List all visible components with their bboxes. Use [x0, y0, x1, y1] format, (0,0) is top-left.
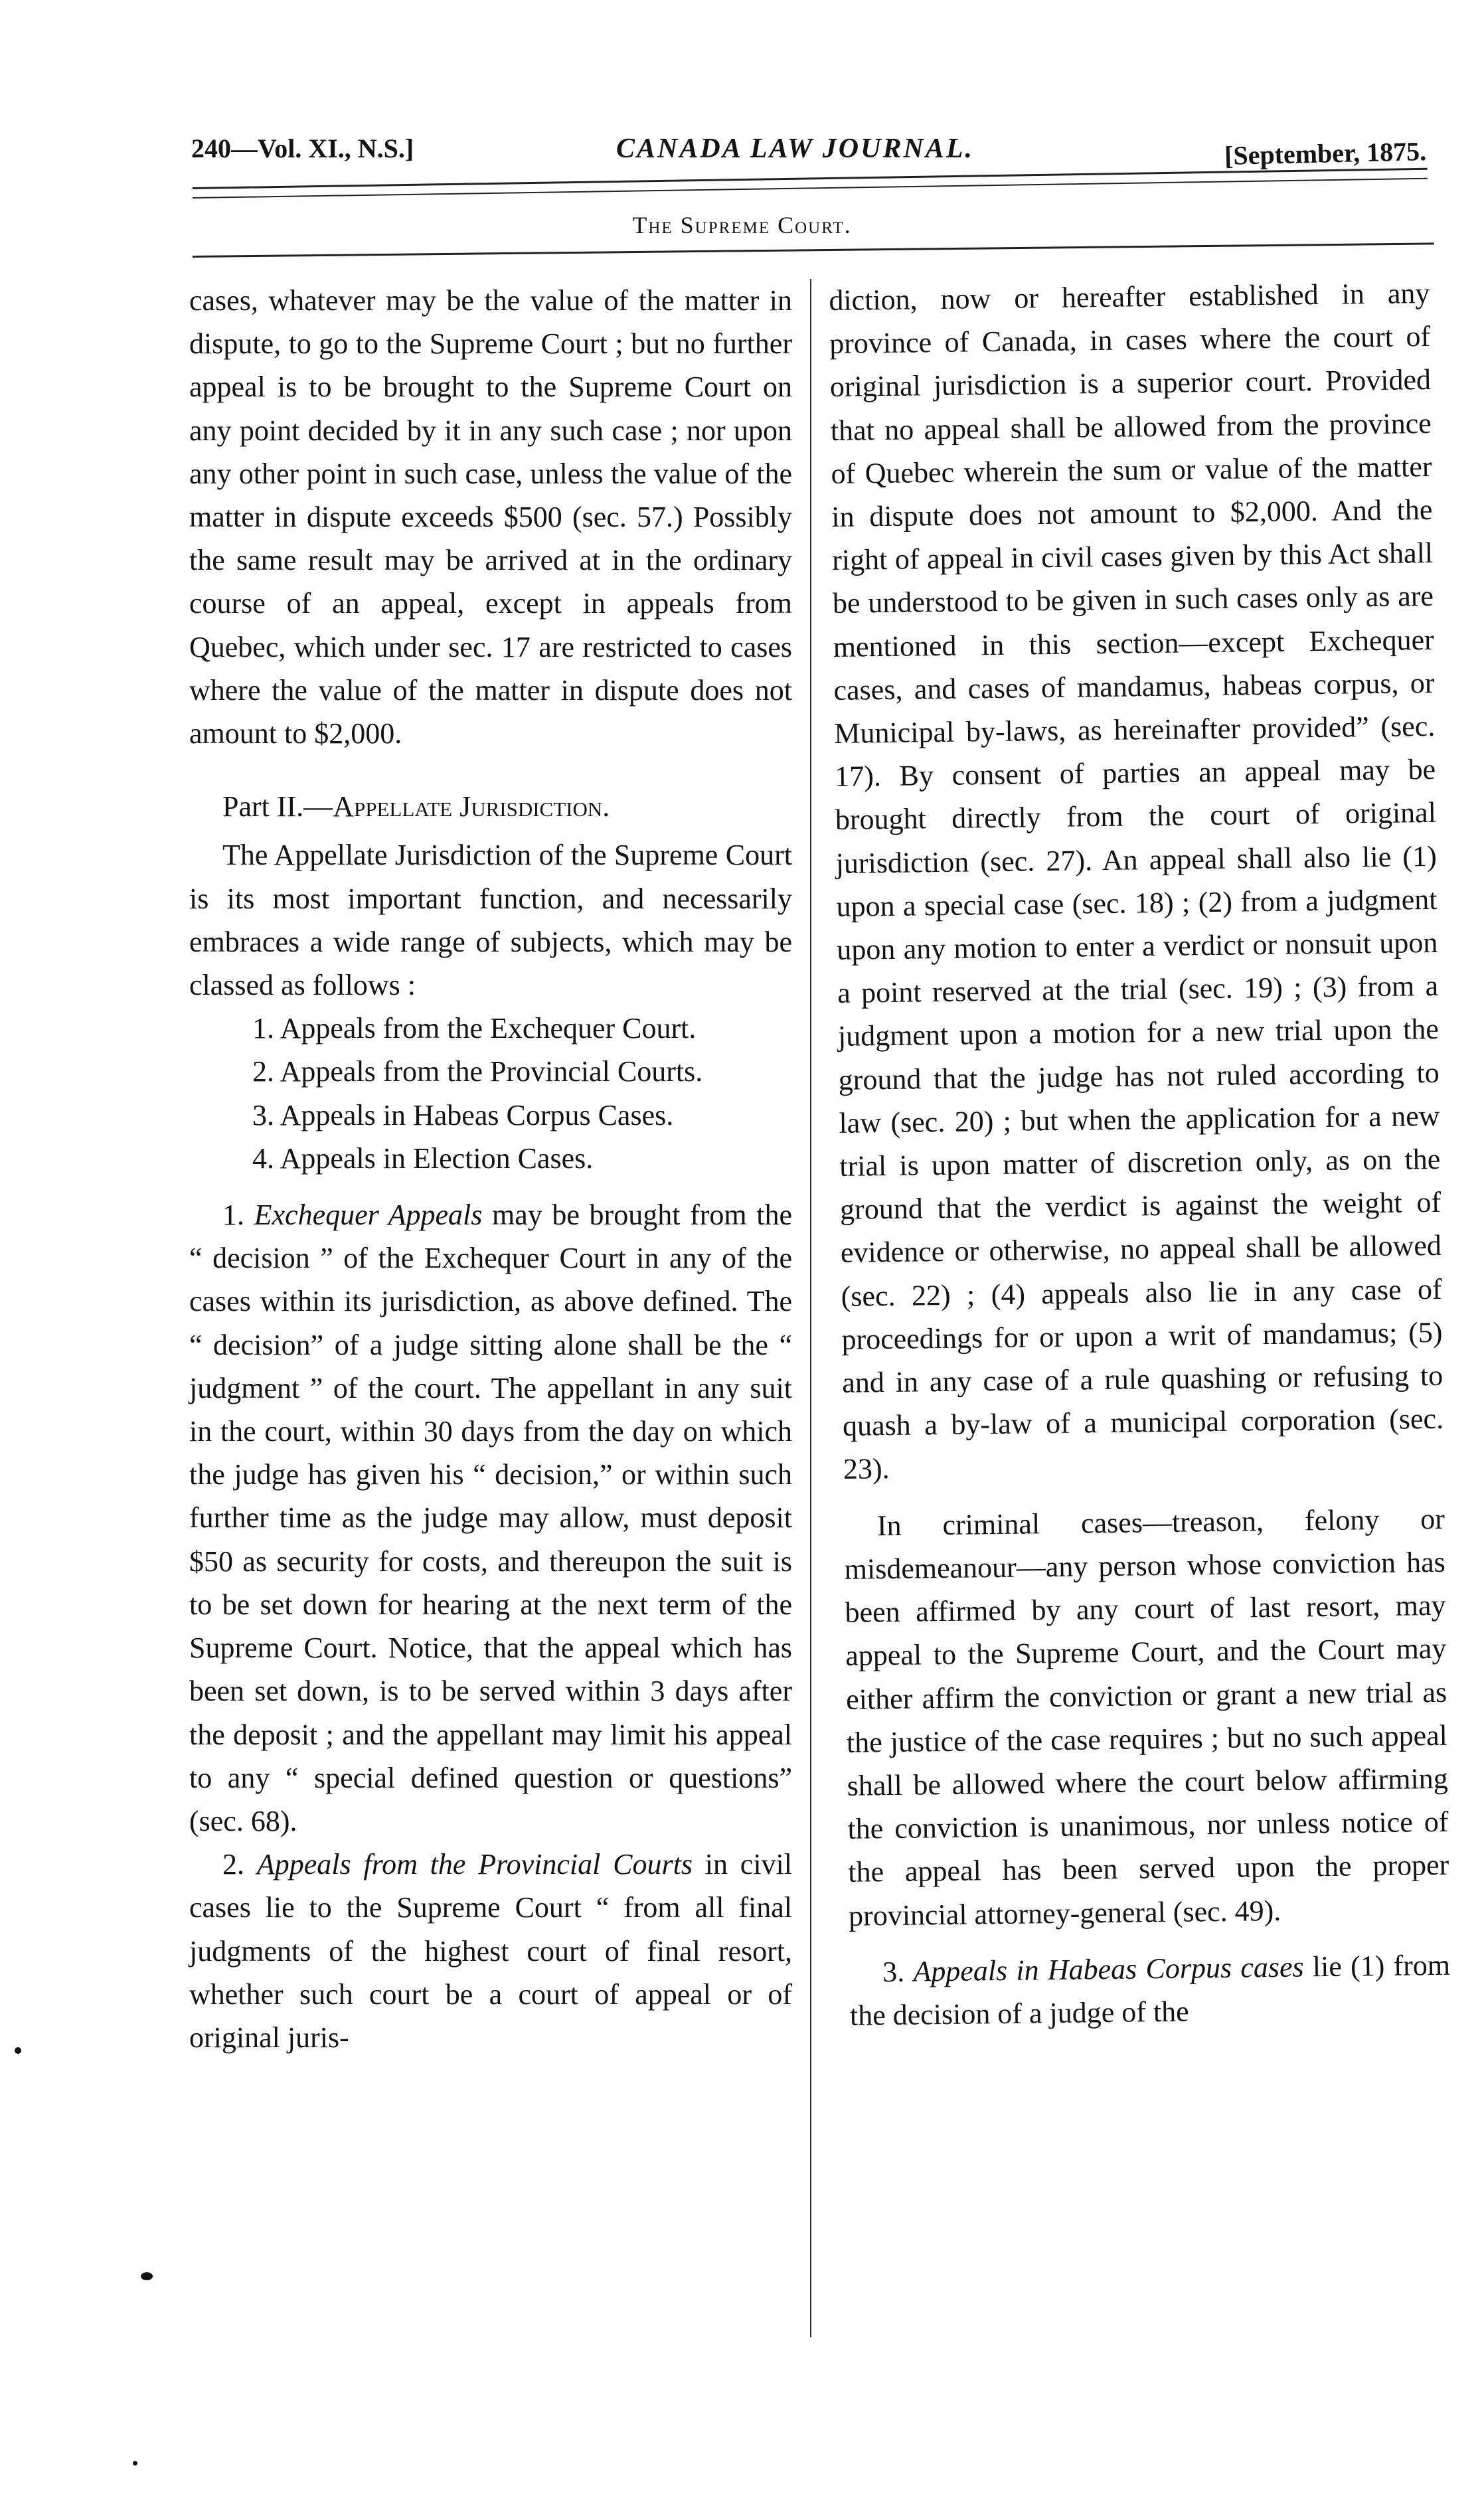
criminal-cases-paragraph: In criminal cases—treason, felony or misdemeanour—any person whose conviction has been affirmed by any court of last resort, may appeal to the Supreme Court, and the Court may either affirm the conviction or grant a new trial as the justice of the case requires ; but no such appeal shall be allowed where the court below affirming the conviction is unanimous, nor unless notice of the appeal has been served upon the proper provincial attorney-general (sec. 49).: [844, 1502, 1449, 1932]
page-volume-label: 240—Vol. XI., N.S.]: [191, 133, 414, 163]
ink-speck: [133, 2461, 137, 2466]
paragraph-number: 1.: [222, 1199, 244, 1232]
left-column: [189, 279, 792, 2059]
paragraph-lead: Appeals from the Provincial Courts: [256, 1848, 693, 1881]
column-divider: [810, 279, 811, 2337]
paragraph-body: lie (1) from the decision of a judge of the: [849, 1948, 1451, 2032]
paragraph-number: 3.: [882, 1955, 905, 1988]
list-item: 3. Appeals in Habeas Corpus Cases.: [252, 1098, 674, 1132]
journal-title: CANADA LAW JOURNAL.: [616, 133, 974, 164]
habeas-corpus-paragraph: [849, 1943, 1451, 2037]
left-paragraph-1: cases, whatever may be the value of the matter in dispute, to go to the Supreme Court ; but no further appeal is to be brought to the Supreme Court on any point decided by it in any such case ; nor upon any other point in such case, unless the value of the matter in dispute exceeds $500 (sec. 57.) Possibly the same result may be arrived at in the ordinary course of an appeal, except in appeals from Quebec, which under sec. 17 are restricted to cases where the value of the matter in dispute does not amount to $2,000.: [189, 284, 792, 750]
paragraph-lead: Exchequer Appeals: [254, 1199, 483, 1232]
appeal-class-list: [189, 1007, 792, 1180]
paragraph-number: 2.: [222, 1848, 244, 1881]
list-item: 4. Appeals in Election Cases.: [252, 1141, 594, 1175]
section-title: The Supreme Court.: [632, 212, 852, 238]
paragraph-body: may be brought from the “ decision ” of the Exchequer Court in any of the cases within its jurisdiction, as above defined. The “ decision” of a judge sitting alone shall be the “ judgment ” of the court. The appellant in any suit in the court, within 30 days from the day on which the judge has given his “ decision,” or within such further time as the judge may allow, must deposit $50 as security for costs, and thereupon the suit is to be set down for hearing at the next term of the Supreme Court. Notice, that the appeal which has been set down, is to be served within 3 days after the deposit ; and the appellant may limit his appeal to any “ special defined question or questions” (sec. 68).: [189, 1199, 792, 1837]
ink-speck: [141, 2272, 153, 2280]
part-heading-prefix: Part II.—: [222, 790, 333, 823]
right-column: [829, 272, 1451, 2037]
exchequer-appeals-paragraph: [189, 1193, 792, 1843]
part-heading-title: Appellate Jurisdiction.: [333, 790, 610, 823]
section-rule: [193, 242, 1434, 258]
list-item: 2. Appeals from the Provincial Courts.: [252, 1055, 703, 1088]
issue-date: [September, 1875.: [1224, 136, 1427, 171]
ink-speck: [15, 2047, 21, 2054]
paragraph-body: in civil cases lie to the Supreme Court “ from all final judgments of the highest court of final resort, whether such court be a court of appeal or of original juris-: [189, 1848, 792, 2054]
right-paragraph-1: diction, now or hereafter established in any province of Canada, in cases where the court of original jurisdiction is a superior court. Provided that no appeal shall be allowed from the province of Quebec wherein the sum or value of the matter in dispute does not amount to $2,000. And the right of appeal in civil cases given by this Act shall be understood to be given in such cases only as are mentioned in this section—except Exchequer cases, and cases of mandamus, habeas corpus, or Municipal by-laws, as hereinafter provided” (sec. 17). By consent of parties an appeal may be brought directly from the court of original jurisdiction (sec. 27). An appeal shall also lie (1) upon a special case (sec. 18) ; (2) from a judgment upon any motion to enter a verdict or nonsuit upon a point reserved at the trial (sec. 19) ; (3) from a judgment upon a motion for a new trial upon the ground that the judge has not ruled according to law (sec. 20) ; but when the application for a new trial is upon matter of discretion only, as on the ground that the verdict is against the weight of evidence or otherwise, no appeal shall be allowed (sec. 22) ; (4) appeals also lie in any case of proceedings for or upon a writ of mandamus; (5) and in any case of a rule quashing or refusing to quash a by-law of a municipal corporation (sec. 23).: [829, 276, 1444, 1486]
paragraph-lead: Appeals in Habeas Corpus cases: [913, 1950, 1304, 1988]
left-paragraph-2: The Appellate Jurisdiction of the Supreme Court is its most important function, and necessarily embraces a wide range of subjects, which may be classed as follows :: [189, 839, 792, 1002]
provincial-appeals-paragraph: [189, 1843, 792, 2059]
part-heading: [189, 785, 792, 828]
list-item: 1. Appeals from the Exchequer Court.: [252, 1012, 697, 1045]
